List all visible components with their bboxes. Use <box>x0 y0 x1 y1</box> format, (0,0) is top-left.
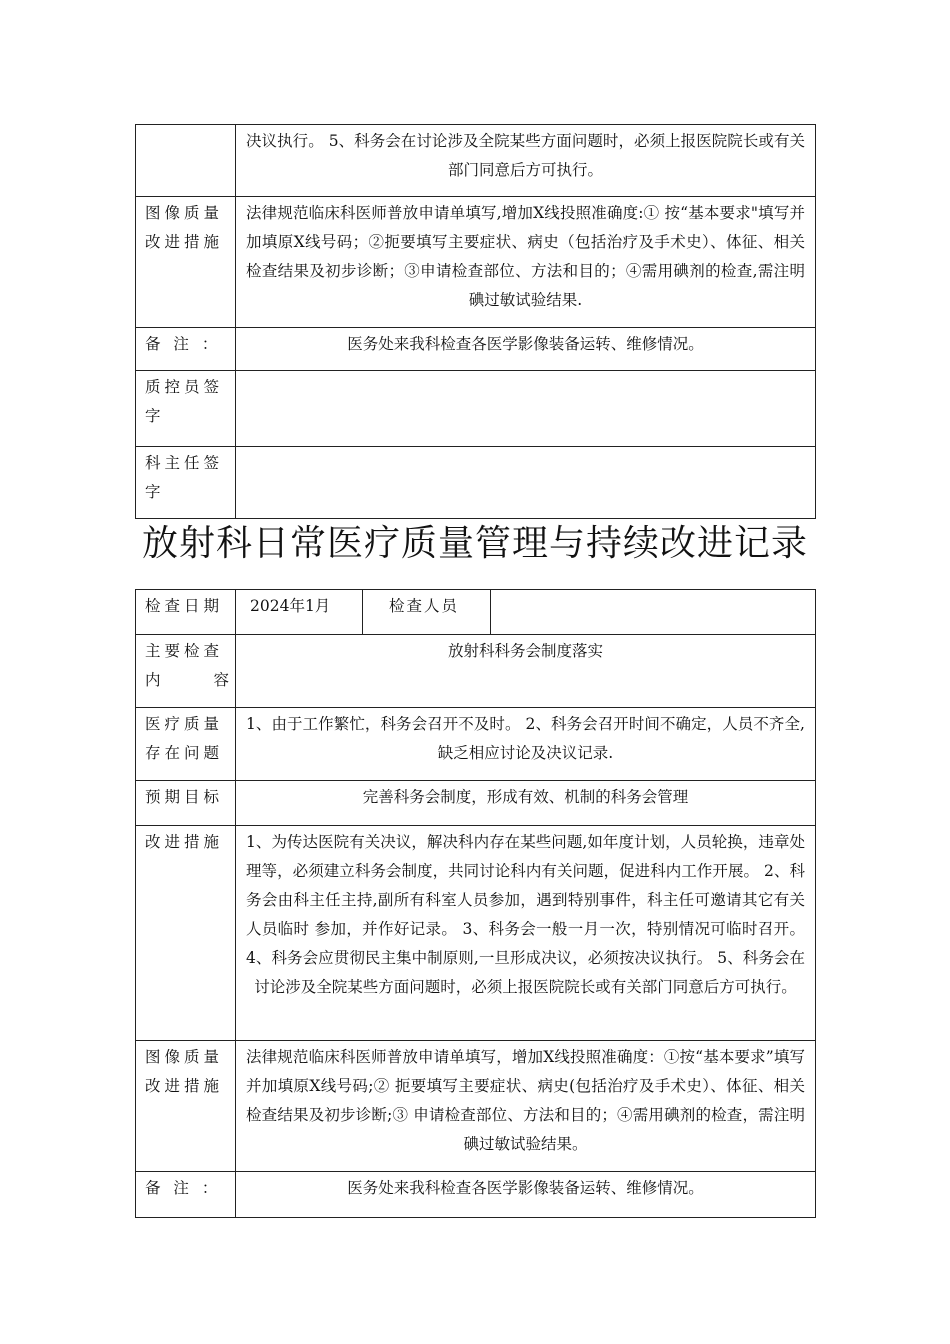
check-date-value[interactable]: 2024年1月 <box>236 590 363 635</box>
content-label <box>136 635 236 708</box>
empty-label-cell <box>136 125 236 197</box>
content-label-line2: 内 容 <box>145 671 229 689</box>
record-table-continued <box>135 124 816 519</box>
record-table <box>135 589 816 1218</box>
goal-label: 预期目标 <box>136 781 236 826</box>
director-signature-label: 科主任签字 <box>136 447 236 519</box>
remarks-label: 备 注 ： <box>136 328 236 371</box>
goal-text: 完善科务会制度，形成有效、机制的科务会管理 <box>236 781 816 826</box>
issue-text: 1、由于工作繁忙，科务会召开不及时。 2、科务会召开时间不确定，人员不齐全,缺乏相应讨论及决议记录. <box>236 708 816 781</box>
inspector-label: 检查人员 <box>363 590 491 635</box>
issue-label: 医疗质量存在问题 <box>136 708 236 781</box>
content-text: 放射科科务会制度落实 <box>236 635 816 708</box>
image-quality-text: 法律规范临床科医师普放申请单填写,增加X线投照准确度:① 按“基本要求"填写并加填原X线号码；②扼要填写主要症状、病史（包括治疗及手术史）、体征、相关检查结果及初步诊断；③申请检查部位、方法和目的；④需用碘剂的检查,需注明碘过敏试验结果. <box>236 197 816 328</box>
measures-label: 改进措施 <box>136 826 236 1041</box>
qc-signature-label: 质控员签字 <box>136 371 236 447</box>
image-quality-label: 图像质量改进措施 <box>136 197 236 328</box>
inspector-value[interactable] <box>491 590 816 635</box>
content-label-line1: 主要检查 <box>145 642 224 660</box>
qc-signature-field[interactable] <box>236 371 816 447</box>
page-title: 放射科日常医疗质量管理与持续改进记录 <box>141 523 808 564</box>
measures-text: 1、为传达医院有关决议，解决科内存在某些问题,如年度计划，人员轮换，违章处理等，必须建立科务会制度，共同讨论科内有关问题，促进科内工作开展。 2、科务会由科主任主持,副所有科室人员参加，遇到特别事件，科主任可邀请其它有关人员临时 参加，并作好记录。 3、科务会一般一月一次，特别情况可临时召开。 4、科务会应贯彻民主集中制原则,一旦形成决议，必须按决议执行。 5、科务会在讨论涉及全院某些方面问题时，必须上报医院院长或有关部门同意后方可执行。 <box>236 826 816 1041</box>
image-quality-text-2: 法律规范临床科医师普放申请单填写，增加X线投照准确度：①按“基本要求”填写并加填原X线号码;② 扼要填写主要症状、病史(包括治疗及手术史）、体征、相关检查结果及初步诊断;③ 申请检查部位、方法和目的；④需用碘剂的检查，需注明碘过敏试验结果。 <box>236 1041 816 1172</box>
remarks-text: 医务处来我科检查各医学影像装备运转、维修情况。 <box>236 328 816 371</box>
measures-continued-text: 决议执行。 5、科务会在讨论涉及全院某些方面问题时，必须上报医院院长或有关部门同意后方可执行。 <box>236 125 816 197</box>
remarks-label-2: 备 注 ： <box>136 1172 236 1218</box>
remarks-text-2: 医务处来我科检查各医学影像装备运转、维修情况。 <box>236 1172 816 1218</box>
check-date-label: 检查日期 <box>136 590 236 635</box>
image-quality-label-2: 图像质量改进措施 <box>136 1041 236 1172</box>
director-signature-field[interactable] <box>236 447 816 519</box>
